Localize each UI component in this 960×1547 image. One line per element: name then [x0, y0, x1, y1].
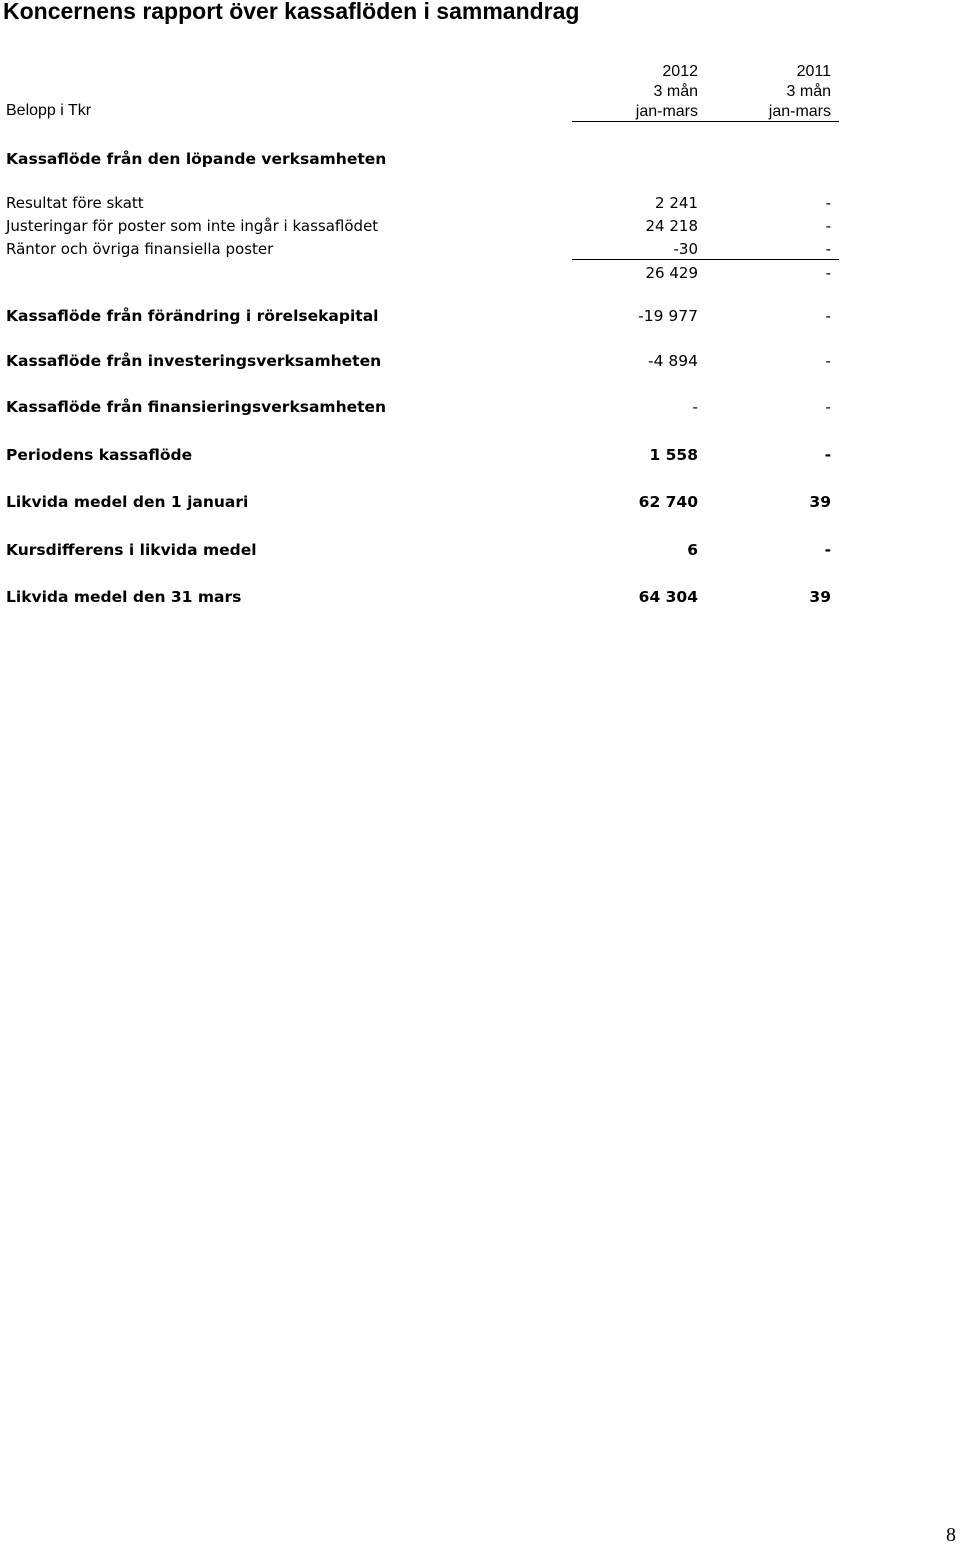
row-label: Resultat före skatt — [6, 194, 144, 212]
row-label: Justeringar för poster som inte ingår i kassaflödet — [6, 217, 379, 235]
value-2011: - — [825, 264, 831, 282]
value-2011: - — [825, 398, 831, 416]
table-row — [0, 305, 840, 327]
value-2012: 2 241 — [655, 194, 698, 212]
value-2011: - — [824, 446, 831, 464]
table-row — [0, 444, 840, 466]
table-row — [0, 539, 840, 561]
row-label: Periodens kassaflöde — [6, 446, 193, 464]
value-2012: -4 894 — [648, 352, 698, 370]
table-row — [0, 238, 840, 260]
table-row — [0, 350, 840, 372]
page-number: 8 — [946, 1524, 956, 1546]
subtotal-rule — [572, 259, 839, 260]
col-header-year: 2012 — [662, 63, 698, 80]
value-2011: - — [825, 217, 831, 235]
value-2012: 62 740 — [638, 493, 698, 511]
value-2011: 39 — [809, 588, 831, 606]
row-label: Räntor och övriga finansiella poster — [6, 240, 274, 258]
value-2011: - — [825, 240, 831, 258]
value-2011: - — [825, 194, 831, 212]
value-2012: 24 218 — [645, 217, 698, 235]
row-label: Kassaflöde från förändring i rörelsekapital — [6, 307, 379, 325]
col-header-year: 2011 — [796, 63, 831, 80]
value-2012: 6 — [687, 541, 698, 559]
section-label: Kassaflöde från den löpande verksamheten — [6, 150, 387, 168]
subtotal-row — [0, 262, 840, 284]
value-2012: 64 304 — [638, 588, 698, 606]
unit-label: Belopp i Tkr — [6, 102, 92, 119]
row-label: Kursdifferens i likvida medel — [6, 541, 257, 559]
value-2012: -30 — [673, 240, 698, 258]
section-heading — [0, 148, 840, 170]
col-header-period: 3 mån — [786, 83, 831, 100]
value-2011: - — [825, 307, 831, 325]
value-2012: 1 558 — [649, 446, 698, 464]
value-2011: 39 — [809, 493, 831, 511]
value-2011: - — [825, 352, 831, 370]
table-row — [0, 192, 840, 214]
value-2011: - — [824, 541, 831, 559]
table-row — [0, 396, 840, 418]
table-row — [0, 215, 840, 237]
value-2012: 26 429 — [645, 264, 698, 282]
table-row — [0, 586, 840, 608]
col-header-months: jan-mars — [635, 103, 698, 120]
col-header-months: jan-mars — [768, 103, 831, 120]
value-2012: - — [692, 398, 698, 416]
row-label: Likvida medel den 1 januari — [6, 493, 249, 511]
col-header-2012 — [636, 62, 698, 122]
col-header-period: 3 mån — [653, 83, 698, 100]
page-title: Koncernens rapport över kassaflöden i sammandrag — [3, 0, 580, 24]
value-2012: -19 977 — [638, 307, 698, 325]
row-label: Kassaflöde från finansieringsverksamheten — [6, 398, 387, 416]
col-header-2011 — [769, 62, 831, 122]
table-row — [0, 491, 840, 513]
row-label: Kassaflöde från investeringsverksamheten — [6, 352, 382, 370]
row-label: Likvida medel den 31 mars — [6, 588, 242, 606]
header-rule — [572, 121, 839, 122]
